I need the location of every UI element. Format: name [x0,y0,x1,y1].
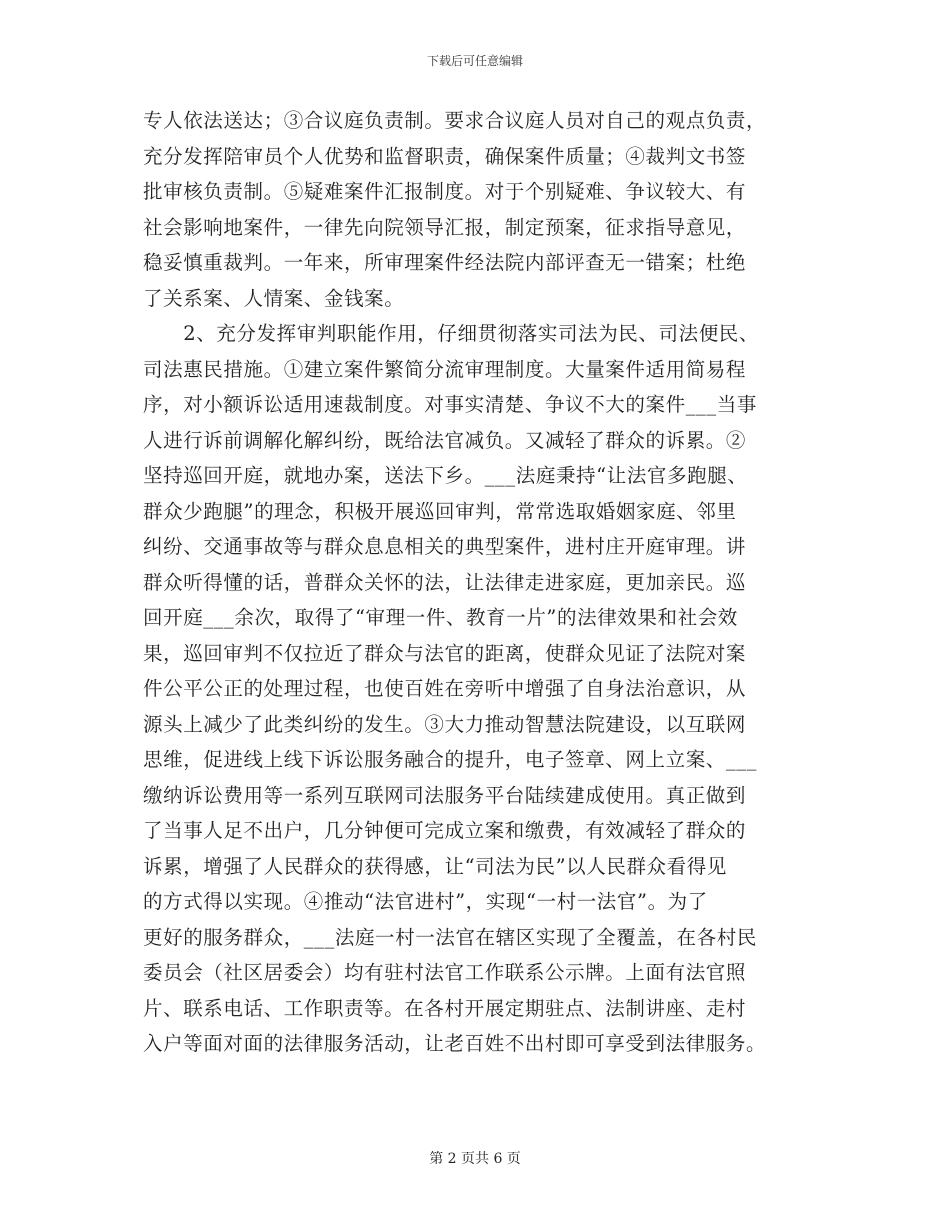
page-header: 下载后可任意编辑 [426,54,523,68]
text-line: 缴纳诉讼费用等一系列互联网司法服务平台陆续建成使用。真正做到 [143,783,747,807]
text-line: 思维，促进线上线下诉讼服务融合的提升，电子签章、网上立案、___ [143,748,757,771]
document-body [143,103,811,1062]
text-line: 人进行诉前调解化解纠纷，既给法官减负。又减轻了群众的诉累。② [143,428,747,452]
page-number: 第 2 页共 6 页 [429,1151,521,1167]
text-line: 群众听得懂的话，普群众关怀的法，让法律走进家庭，更加亲民。巡 [143,570,747,594]
text-line: 批审核负责制。⑤疑难案件汇报制度。对于个别疑难、争议较大、有 [143,180,747,203]
text-line: 2、充分发挥审判职能作用，仔细贯彻落实司法为民、司法便民、 [143,322,760,345]
text-line: 入户等面对面的法律服务活动，让老百姓不出村即可享受到法律服务。 [143,1032,767,1055]
text-line: 了关系案、人情案、金钱案。 [143,286,405,310]
text-line: 的方式得以实现。④推动“法官进村”，实现“一村一法官”。为了 [143,890,708,913]
text-line: 社会影响地案件，一律先向院领导汇报，制定预案，征求指导意见， [143,215,747,239]
text-line: 群众少跑腿”的理念，积极开展巡回审判，常常选取婚姻家庭、邻里 [143,499,737,523]
text-line: 委员会（社区居委会）均有驻村法官工作联系公示牌。上面有法官照 [143,961,747,984]
text-line: 回开庭___余次，取得了“审理一件、教育一片”的法律效果和社会效 [143,606,738,629]
text-line: 片、联系电话、工作职责等。在各村开展定期驻点、法制讲座、走村 [143,996,747,1020]
text-line: 件公平公正的处理过程，也使百姓在旁听中增强了自身法治意识，从 [143,677,747,700]
text-line: 充分发挥陪审员个人优势和监督职责，确保案件质量；④裁判文书签 [143,144,747,168]
text-line: 纠纷、交通事故等与群众息息相关的典型案件，进村庄开庭审理。讲 [143,535,747,558]
text-line: 源头上减少了此类纠纷的发生。③大力推动智慧法院建设，以互联网 [143,712,747,736]
text-line: 司法惠民措施。①建立案件繁简分流审理制度。大量案件适用简易程 [143,357,747,381]
text-line: 稳妥慎重裁判。一年来，所审理案件经法院内部评查无一错案；杜绝 [143,251,747,274]
text-line: 序，对小额诉讼适用速裁制度。对事实清楚、争议不大的案件___当事 [143,393,757,416]
text-line: 专人依法送达；③合议庭负责制。要求合议庭人员对自己的观点负责， [143,109,767,132]
text-line: 了当事人足不出户，几分钟便可完成立案和缴费，有效减轻了群众的 [143,819,747,842]
text-line: 诉累，增强了人民群众的获得感，让“司法为民”以人民群众看得见 [143,854,727,878]
text-line: 更好的服务群众，___法庭一村一法官在辖区实现了全覆盖，在各村民 [143,925,757,949]
text-line: 坚持巡回开庭，就地办案，送法下乡。___法庭秉持“让法官多跑腿、 [143,464,748,487]
text-line: 果，巡回审判不仅拉近了群众与法官的距离，使群众见证了法院对案 [143,641,747,665]
